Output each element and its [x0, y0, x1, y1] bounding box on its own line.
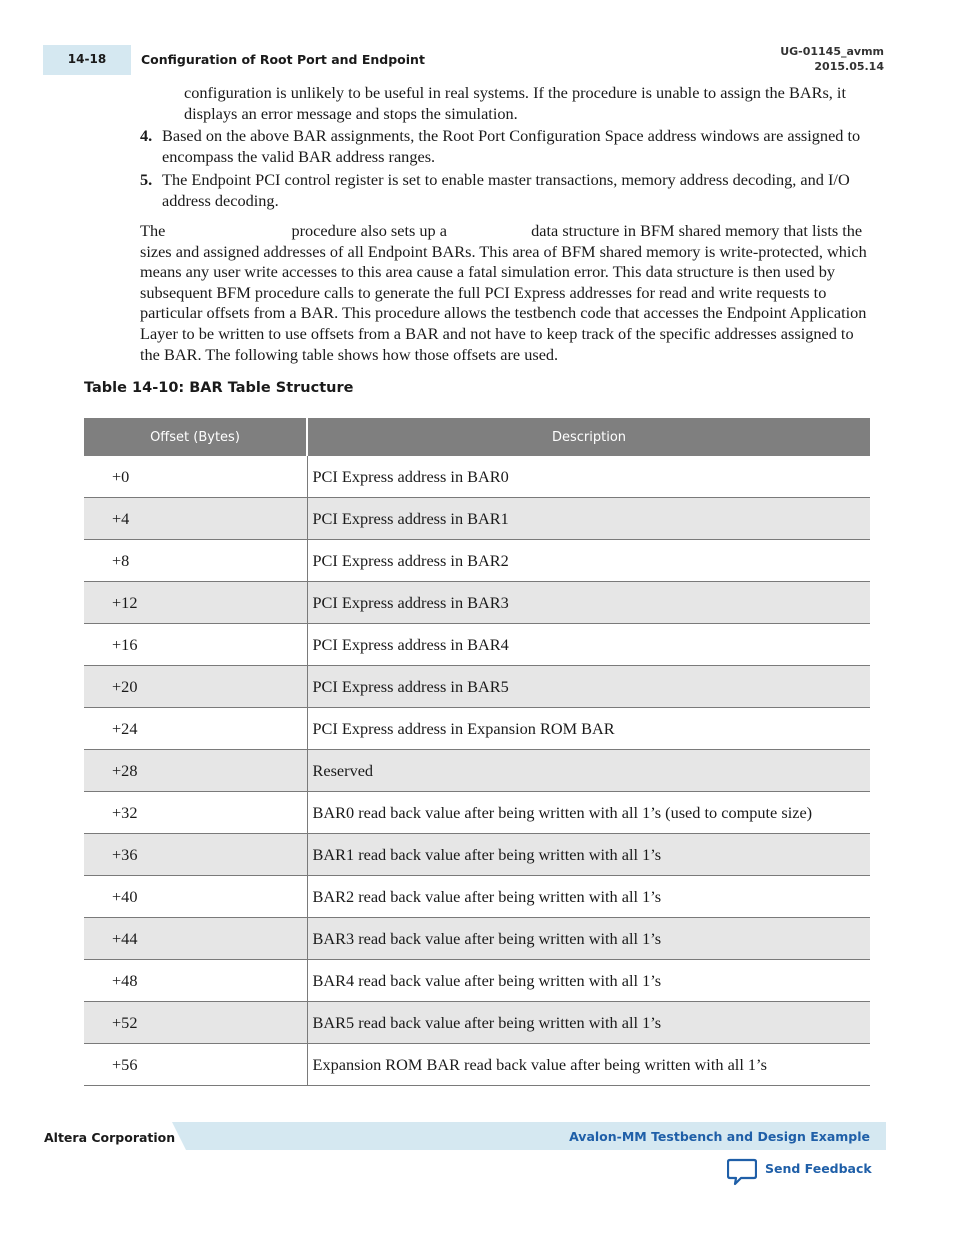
table-row — [84, 1044, 870, 1086]
description-cell: BAR2 read back value after being written with all 1’s — [307, 876, 870, 918]
offset-cell: +12 — [84, 582, 307, 624]
list-item-number: 4. — [140, 126, 153, 145]
list-item-number: 5. — [140, 170, 153, 189]
description-cell: PCI Express address in BAR0 — [307, 456, 870, 498]
description-cell: BAR5 read back value after being written with all 1’s — [307, 1002, 870, 1044]
table-row — [84, 624, 870, 666]
offset-cell: +36 — [84, 834, 307, 876]
table-row — [84, 540, 870, 582]
table-row — [84, 666, 870, 708]
description-cell: PCI Express address in Expansion ROM BAR — [307, 708, 870, 750]
table-row — [84, 834, 870, 876]
offset-cell: +16 — [84, 624, 307, 666]
table-row — [84, 876, 870, 918]
offset-cell: +56 — [84, 1044, 307, 1086]
offset-cell: +48 — [84, 960, 307, 1002]
doc-id: UG-01145_avmm — [780, 45, 884, 58]
offset-cell: +44 — [84, 918, 307, 960]
bar-table — [84, 418, 870, 1086]
table-body — [84, 456, 870, 1086]
list-item-text: The Endpoint PCI control register is set to enable master transactions, memory address decoding, and I/O address decoding. — [162, 170, 850, 210]
doc-date: 2015.05.14 — [814, 60, 884, 73]
table-row — [84, 1002, 870, 1044]
table-header-row — [84, 418, 870, 456]
table-row — [84, 960, 870, 1002]
offset-cell: +32 — [84, 792, 307, 834]
table-row — [84, 498, 870, 540]
description-cell: BAR0 read back value after being written with all 1’s (used to compute size) — [307, 792, 870, 834]
paragraph-rest: data structure in BFM shared memory that lists the sizes and assigned addresses of all Endpoint BARs. This area of BFM shared memory is write-protected, which means any user write accesses to this area cause a fatal simulation error. This data structure is then used by subsequent BFM procedure calls to generate the full PCI Express addresses for read and write requests to particular offsets from a BAR. This procedure allows the testbench code that accesses the Endpoint Application Layer to be written to use offsets from a BAR and not have to keep track of the specific addresses assigned to the BAR. The following table shows how those offsets are used. — [140, 221, 867, 364]
table-row — [84, 750, 870, 792]
offset-cell: +28 — [84, 750, 307, 792]
description-cell: BAR4 read back value after being written with all 1’s — [307, 960, 870, 1002]
offset-cell: +52 — [84, 1002, 307, 1044]
table-row — [84, 582, 870, 624]
table-row — [84, 792, 870, 834]
description-cell: PCI Express address in BAR3 — [307, 582, 870, 624]
description-paragraph — [140, 221, 870, 365]
description-cell: BAR1 read back value after being written with all 1’s — [307, 834, 870, 876]
table-row — [84, 708, 870, 750]
send-feedback-link[interactable]: Send Feedback — [765, 1161, 872, 1176]
description-cell: PCI Express address in BAR4 — [307, 624, 870, 666]
continuation-paragraph: configuration is unlikely to be useful in real systems. If the procedure is unable to assign the BARs, it displays an error message and stops the simulation. — [184, 83, 846, 123]
section-title: Configuration of Root Port and Endpoint — [141, 52, 425, 67]
description-cell: Expansion ROM BAR read back value after being written with all 1’s — [307, 1044, 870, 1086]
table-row — [84, 456, 870, 498]
offset-cell: +40 — [84, 876, 307, 918]
doc-identifier — [780, 44, 884, 74]
speech-bubble-icon[interactable] — [727, 1158, 757, 1186]
offset-cell: +20 — [84, 666, 307, 708]
column-header-description: Description — [307, 418, 870, 456]
paragraph-start: The — [140, 221, 166, 240]
offset-cell: +0 — [84, 456, 307, 498]
page-number: 14-18 — [43, 45, 131, 75]
offset-cell: +24 — [84, 708, 307, 750]
description-cell: PCI Express address in BAR5 — [307, 666, 870, 708]
table-row — [84, 918, 870, 960]
offset-cell: +8 — [84, 540, 307, 582]
offset-cell: +4 — [84, 498, 307, 540]
list-item-text: Based on the above BAR assignments, the Root Port Configuration Space address windows are assigned to encompass the valid BAR address ranges. — [162, 126, 861, 166]
column-header-offset: Offset (Bytes) — [84, 418, 307, 456]
footer-doc-title[interactable]: Avalon-MM Testbench and Design Example — [569, 1129, 870, 1144]
description-cell: PCI Express address in BAR2 — [307, 540, 870, 582]
table-caption: Table 14-10: BAR Table Structure — [84, 380, 354, 396]
paragraph-middle: procedure also sets up a — [291, 221, 447, 240]
description-cell: PCI Express address in BAR1 — [307, 498, 870, 540]
description-cell: BAR3 read back value after being written with all 1’s — [307, 918, 870, 960]
description-cell: Reserved — [307, 750, 870, 792]
footer-company: Altera Corporation — [44, 1130, 176, 1145]
